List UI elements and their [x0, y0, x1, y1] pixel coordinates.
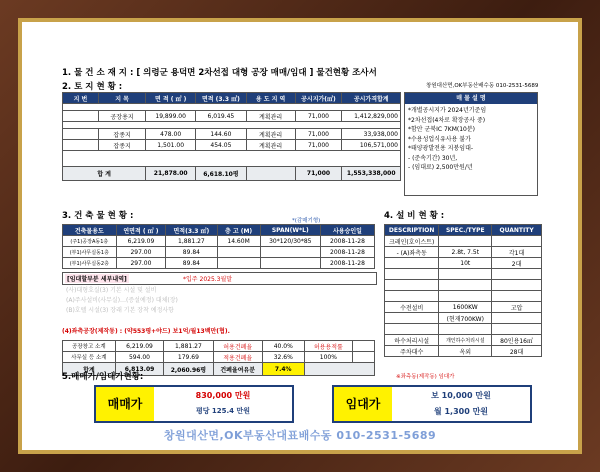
equipment-heading: 4. 설 비 현 황 : — [384, 211, 445, 221]
table-row: (현재700KW) — [385, 313, 542, 324]
land-header-row — [63, 93, 401, 104]
table-row: 공장용지 19,899.00 6,019.45 계획관리 71,000 1,412,829,000 — [63, 111, 401, 122]
table-row: 잡종지 478.00 144.60 계획관리 71,000 33,938,000 — [63, 129, 401, 140]
equipment-table — [384, 224, 542, 357]
description-line: *개별공시지가 2024년기준임 — [408, 107, 487, 114]
land-col-header: 용 도 지 역 — [246, 93, 295, 104]
building-heading: 3. 건 축 물 현 황 : — [62, 211, 134, 221]
description-header: 매 물 설 명 — [405, 93, 537, 104]
equipment-header-row: DESCRIPTION SPEC./TYPE QUANTITY — [385, 225, 542, 236]
watermark-contact: 창원대산면,OK부동산대표배수동 010-2531-5689 — [163, 429, 437, 442]
table-row: (부1)사무실동2층 297.00 89.84 2008-11-28 — [63, 258, 375, 269]
land-col-header: 공시지가(㎡) — [295, 93, 342, 104]
table-row — [385, 291, 542, 302]
description-line: *함안 군북IC 7KM(10분) — [408, 126, 475, 133]
rent-label: 임대가 — [334, 387, 392, 421]
lease-label-row — [62, 272, 377, 285]
table-row: - (A)좌측동 2.8t, 7.5t 각1대 — [385, 247, 542, 258]
table-row — [385, 280, 542, 291]
table-row: 수전설비 1600KW 고압 — [385, 302, 542, 313]
land-sum-row: 합 계 21,878.00 6,618.10평 71,000 1,553,338,000 — [63, 167, 401, 181]
table-row: 10t 2대 — [385, 258, 542, 269]
land-heading: 2. 토 지 현 황 : — [62, 82, 123, 92]
description-line: - (임대료) 2,500만원/년 — [408, 164, 473, 171]
rent-deposit: 보 10,000 만원 — [431, 391, 491, 400]
sale-amount: 830,000 만원 — [195, 391, 251, 400]
land-col-header: 면적 (3.3 ㎡) — [196, 93, 247, 104]
description-line: *2차선접(4차로 확장공사 중) — [408, 116, 486, 124]
sale-per-pyeong: 평당 125.4 만원 — [195, 407, 251, 415]
building-total-row: 합계 6,813.09 2,060.96평 건폐율여유분 7.4% — [63, 363, 375, 376]
price-heading: 5.매매가/임대가현황: — [62, 372, 144, 382]
rent-note: ※좌측동(제작동) 임대가 — [396, 374, 455, 380]
table-row: 크레인(호이스트) — [385, 236, 542, 247]
building-note: *(감매기형) — [292, 218, 321, 224]
table-row: (부1)사무실동1층 297.00 89.84 2008-11-28 — [63, 247, 375, 258]
land-col-header: 면 적 ( ㎡ ) — [146, 93, 196, 104]
rent-price-box — [332, 385, 532, 423]
table-row: 사무실 등 소계 594.00 179.69 적용건폐율 32.6% 100% — [63, 352, 375, 363]
factory-note: (4)좌측공장(제작동) : (약553평+야드) 보1억/월13백만(협). — [62, 328, 230, 335]
document-sheet — [22, 22, 578, 450]
lease-date: *입주 2025.3월말 — [183, 276, 233, 283]
table-row: 주차대수 옥외 28대 — [385, 346, 542, 357]
rent-monthly: 월 1,300 만원 — [433, 407, 489, 416]
description-line: *수용성업식유사용 불가 — [408, 135, 471, 143]
table-row: 공장창고 소계 6,219.09 1,881.27 허용건폐율 40.0% 허용용적률 — [63, 341, 375, 352]
table-row: 하수처리시설 개인하수처리시설 80인용16㎥ — [385, 335, 542, 346]
description-line: *태양광발전용 지붕임대- — [408, 145, 474, 152]
ghost-lines: (사)대형호실(3) 기본 시설 및 설비 (A)주사설비(사무실)…(증설예정) 대체(장) (B)호텔 시설(3) 장래 기본 장착 예정사항 — [66, 287, 178, 314]
table-row: (주1)공장A동1층 6,219.09 1,881.27 14.60M 30*120/30*85 2008-11-28 — [63, 236, 375, 247]
table-row: 잡종지 1,501.00 454.05 계획관리 71,000 106,571,000 — [63, 140, 401, 151]
land-col-header: 공시가격합계 — [342, 93, 401, 104]
table-row — [385, 324, 542, 335]
contact-small: 창원대산면,OK부동산배수동 010-2531-5689 — [426, 83, 539, 89]
description-box — [404, 92, 538, 196]
document-title: 1. 물 건 소 재 지 : [ 의령군 용덕면 2차선접 대형 공장 매매/임대 ] 물건현황 조사서 — [62, 68, 377, 78]
sale-label: 매매가 — [96, 387, 154, 421]
lease-label: [임대할부분 세부내역] — [67, 276, 127, 283]
table-row — [385, 269, 542, 280]
sale-price-box — [94, 385, 294, 423]
description-line: - (준속기간) 30년, — [408, 154, 458, 162]
building-header-row: 건축물용도 연면적 ( ㎡ ) 면적(3.3 ㎡) 층 고 (M) SPAN(W*L) 사용승인일 — [63, 225, 375, 236]
land-col-header: 지 번 — [63, 93, 99, 104]
building-table — [62, 224, 375, 269]
land-table — [62, 92, 401, 181]
land-col-header: 지 목 — [98, 93, 145, 104]
